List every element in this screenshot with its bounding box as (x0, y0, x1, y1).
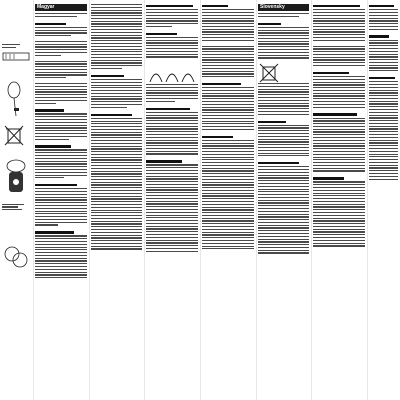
weee-crossed-bin-icon (2, 124, 26, 146)
earphone-diagram-image (2, 78, 30, 118)
text-column-3 (146, 4, 198, 396)
text-column-5 (258, 4, 309, 396)
column-divider (367, 0, 368, 400)
column-divider (144, 0, 145, 400)
text-column-6 (313, 4, 365, 396)
illustration-column (2, 4, 31, 396)
cable-diagram-image (2, 50, 30, 64)
product-diagram-image (2, 156, 30, 196)
pairing-diagram-image (146, 62, 196, 84)
column-divider (89, 0, 90, 400)
section-heading-slovak: Slovensky (258, 4, 309, 11)
text-column-4 (202, 4, 254, 396)
text-column-2 (91, 4, 142, 396)
column-divider (33, 0, 34, 400)
column-divider (200, 0, 201, 400)
section-heading-hungarian: Magyar (35, 4, 87, 11)
earphone-diagram-image (2, 242, 30, 272)
text-column-1 (35, 4, 87, 396)
text-column-7 (369, 4, 398, 396)
column-divider (256, 0, 257, 400)
column-divider (311, 0, 312, 400)
weee-crossed-bin-icon (258, 63, 280, 83)
